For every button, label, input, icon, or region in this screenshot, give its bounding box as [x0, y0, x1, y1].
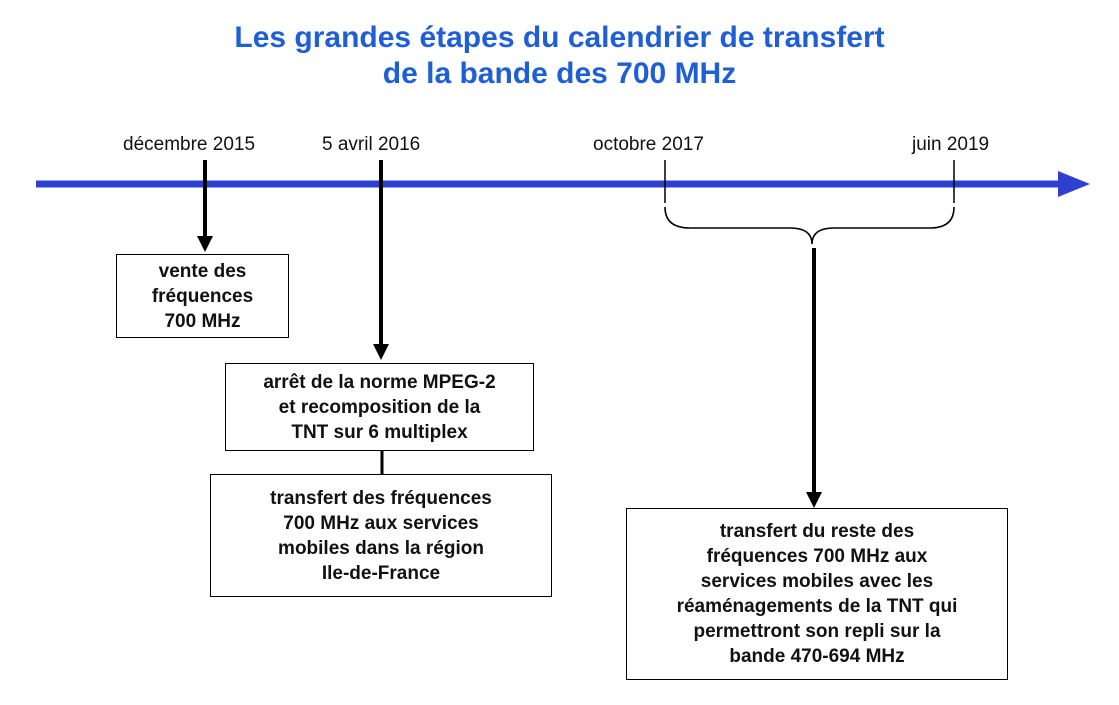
event-line: 700 MHz: [164, 310, 241, 332]
event-line: fréquences 700 MHz aux: [706, 546, 928, 567]
event-box-arret-mpeg2: [225, 363, 534, 451]
event-box-transfert-ile-de-france: [210, 474, 552, 597]
date-label-5-avril-2016: 5 avril 2016: [322, 134, 421, 155]
event-line: et recomposition de la: [278, 396, 481, 418]
event-line: mobiles dans la région: [278, 537, 484, 559]
event-box-transfert-reste: [626, 508, 1008, 680]
event-line: réaménagements de la TNT qui: [676, 596, 958, 617]
event-line: TNT sur 6 multiplex: [291, 421, 468, 443]
event-line: arrêt de la norme MPEG-2: [263, 371, 496, 393]
event-line: transfert des fréquences: [270, 487, 492, 509]
title-line-1: Les grandes étapes du calendrier de transfert: [234, 21, 885, 54]
date-label-juin-2019: juin 2019: [912, 134, 990, 155]
date-label-decembre-2015: décembre 2015: [123, 134, 256, 155]
event-line: permettront son repli sur la: [693, 621, 941, 642]
event-line: fréquences: [151, 285, 254, 307]
arrow-head-decembre-2015: [197, 236, 213, 252]
arrow-head-period: [806, 492, 822, 508]
arrow-head-avril-2016: [373, 344, 389, 360]
event-line: bande 470-694 MHz: [729, 646, 905, 667]
title-line-2: de la bande des 700 MHz: [382, 57, 737, 90]
event-line: services mobiles avec les: [700, 571, 934, 592]
event-line: transfert du reste des: [719, 521, 915, 542]
event-box-vente-frequences: [116, 254, 289, 338]
event-line: 700 MHz aux services: [283, 512, 479, 534]
date-label-octobre-2017: octobre 2017: [593, 134, 704, 155]
period-brace: [665, 207, 954, 244]
timeline-arrowhead: [1058, 171, 1090, 197]
event-line: vente des: [158, 260, 247, 282]
event-line: Ile-de-France: [321, 562, 441, 584]
